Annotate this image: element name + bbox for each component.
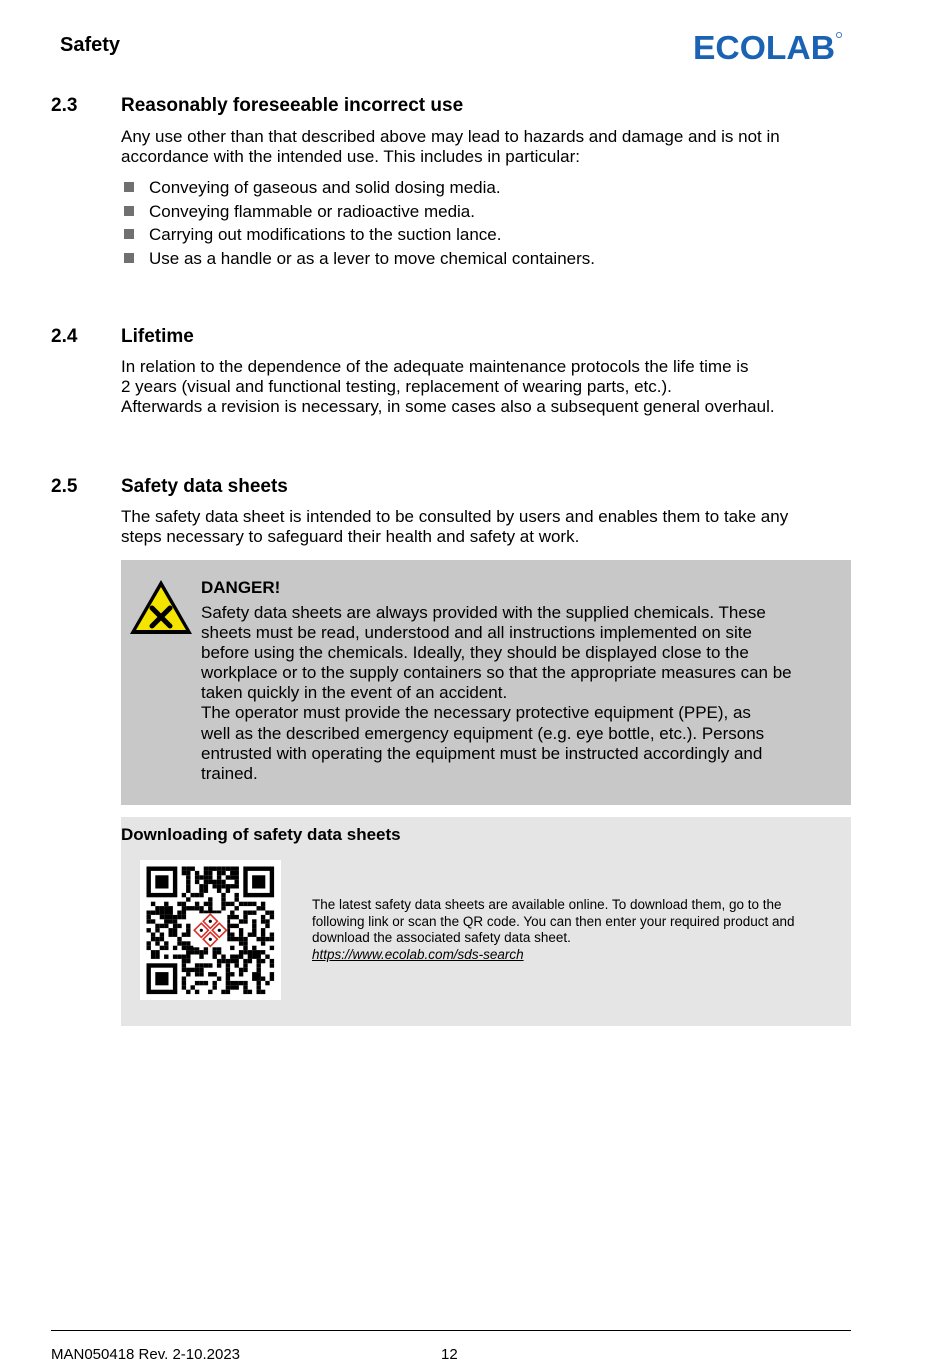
list-item: Use as a handle or as a lever to move chemical containers.	[121, 247, 595, 271]
section-number: 2.4	[51, 326, 78, 347]
section-number: 2.3	[51, 95, 78, 116]
section-paragraph: Any use other than that described above may lead to hazards and damage and is not in accordance with the intended use. This includes in particular:	[121, 127, 780, 166]
section-title: Reasonably foreseeable incorrect use	[121, 95, 464, 116]
section-paragraph: In relation to the dependence of the adequate maintenance protocols the life time is 2 years (visual and functional testing, replacement of wearing parts, etc.). Afterwards a revision is necessary, in some cases also a subsequent general overhaul.	[121, 357, 775, 416]
download-title: Downloading of safety data sheets	[121, 825, 401, 844]
section-title: Lifetime	[121, 326, 194, 347]
danger-title: DANGER!	[201, 578, 281, 597]
header-title: Safety	[60, 34, 121, 56]
ecolab-logo	[693, 30, 843, 64]
warning-harmful-icon	[128, 578, 194, 636]
section-number: 2.5	[51, 476, 78, 497]
logo-text: ECOLAB	[693, 30, 835, 64]
qr-code-icon[interactable]	[140, 860, 281, 1000]
download-text: The latest safety data sheets are available online. To download them, go to the following link or scan the QR code. You can then enter your required product and download the associated safety data sheet. https://www.ecolab.com/sds-search	[312, 897, 852, 963]
footer-divider	[51, 1330, 851, 1331]
danger-text: Safety data sheets are always provided with the supplied chemicals. These sheets must be read, understood and all instructions implemented on site before using the chemicals. Ideally, they should be displayed close to the workplace or to the supply containers so that the appropriate measures can be taken quickly in the event of an accident. The operator must provide the necessary protective equipment (PPE), as well as the described emergency equipment (e.g. eye bottle, etc.). Persons entrusted with operating the equipment must be instructed accordingly and trained.	[201, 603, 792, 783]
list-item: Conveying of gaseous and solid dosing media.	[121, 176, 595, 200]
list-item: Conveying flammable or radioactive media.	[121, 200, 595, 224]
section-title: Safety data sheets	[121, 476, 288, 497]
sds-link[interactable]: https://www.ecolab.com/sds-search	[312, 946, 524, 962]
section-paragraph: The safety data sheet is intended to be consulted by users and enables them to take any steps necessary to safeguard their health and safety at work.	[121, 507, 789, 546]
bullet-list	[121, 176, 595, 270]
list-item: Carrying out modifications to the suction lance.	[121, 223, 595, 247]
page-number: 12	[441, 1346, 458, 1363]
footer-doc-id: MAN050418 Rev. 2-10.2023	[51, 1346, 241, 1363]
